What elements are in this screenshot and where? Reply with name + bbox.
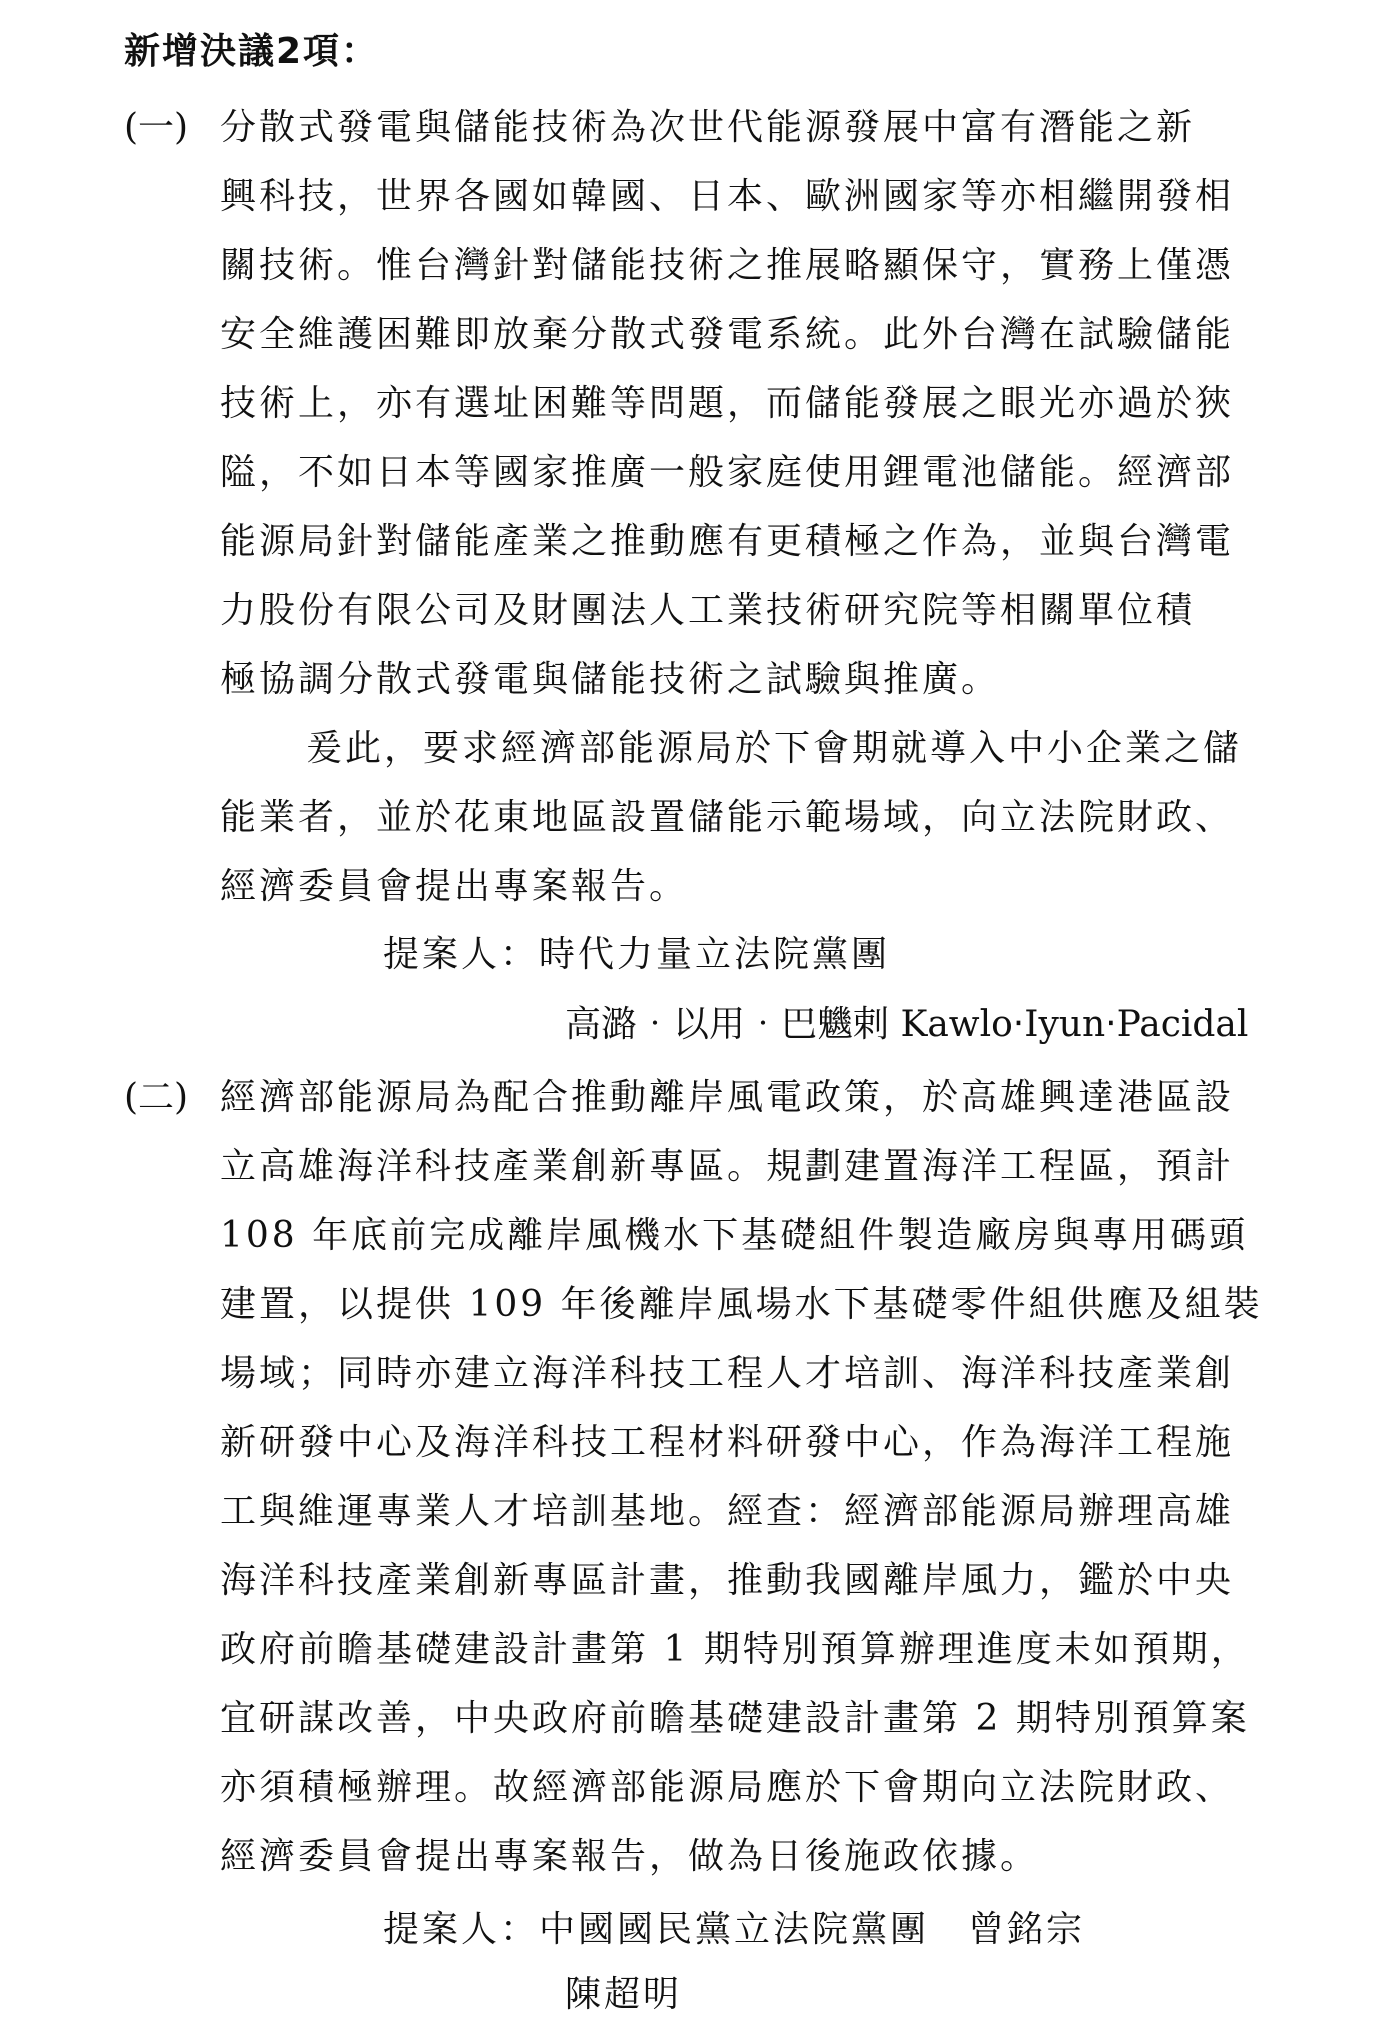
text-line: 新研發中心及海洋科技工程材料研發中心，作為海洋工程施 <box>220 1422 1235 1463</box>
resolution-1-proposer: 提案人：時代力量立法院黨團 <box>383 934 891 975</box>
text-line: 工與維運專業人才培訓基地。經查：經濟部能源局辦理高雄 <box>220 1491 1235 1532</box>
resolution-2-proposer-member: 陳超明 <box>565 1974 683 2015</box>
text-line: 隘，不如日本等國家推廣一般家庭使用鋰電池儲能。經濟部 <box>220 452 1235 493</box>
text-line: 建置，以提供 109 年後離岸風場水下基礎零件組供應及組裝 <box>220 1284 1263 1325</box>
text-line: 爰此，要求經濟部能源局於下會期就導入中小企業之儲 <box>306 728 1243 769</box>
text-line: 場域；同時亦建立海洋科技工程人才培訓、海洋科技產業創 <box>220 1353 1235 1394</box>
text-line: 關技術。惟台灣針對儲能技術之推展略顯保守，實務上僅憑 <box>220 245 1235 286</box>
text-line: 安全維護困難即放棄分散式發電系統。此外台灣在試驗儲能 <box>220 314 1235 355</box>
text-line: 分散式發電與儲能技術為次世代能源發展中富有潛能之新 <box>220 107 1196 148</box>
resolution-1-marker: (一) <box>124 107 189 148</box>
resolution-1-proposer-member: 高潞‧以用‧巴魕剌 Kawlo‧Iyun‧Pacidal <box>565 1004 1249 1045</box>
text-line: 能源局針對儲能產業之推動應有更積極之作為，並與台灣電 <box>220 521 1235 562</box>
resolution-2-proposer: 提案人：中國國民黨立法院黨團 曾銘宗 <box>383 1909 1086 1950</box>
document-heading: 新增決議2項： <box>124 31 380 72</box>
text-line: 興科技，世界各國如韓國、日本、歐洲國家等亦相繼開發相 <box>220 176 1235 217</box>
text-line: 技術上，亦有選址困難等問題，而儲能發展之眼光亦過於狹 <box>220 383 1235 424</box>
text-line: 力股份有限公司及財團法人工業技術研究院等相關單位積 <box>220 590 1196 631</box>
resolution-2-marker: (二) <box>124 1077 189 1118</box>
resolution-1 <box>124 93 1369 921</box>
text-line: 宜研謀改善，中央政府前瞻基礎建設計畫第 2 期特別預算案 <box>220 1698 1250 1739</box>
text-line: 亦須積極辦理。故經濟部能源局應於下會期向立法院財政、 <box>220 1767 1235 1808</box>
resolution-2 <box>124 1063 1369 1891</box>
resolution-2-text <box>220 1063 1369 1891</box>
text-line: 政府前瞻基礎建設計畫第 1 期特別預算辦理進度未如預期， <box>220 1629 1250 1670</box>
text-line: 海洋科技產業創新專區計畫，推動我國離岸風力，鑑於中央 <box>220 1560 1235 1601</box>
text-line: 立高雄海洋科技產業創新專區。規劃建置海洋工程區，預計 <box>220 1146 1235 1187</box>
text-line: 極協調分散式發電與儲能技術之試驗與推廣。 <box>220 659 1001 700</box>
text-line: 經濟委員會提出專案報告。 <box>220 866 689 907</box>
resolution-1-text <box>220 93 1369 921</box>
text-line: 經濟部能源局為配合推動離岸風電政策，於高雄興達港區設 <box>220 1077 1235 1118</box>
text-line: 能業者，並於花東地區設置儲能示範場域，向立法院財政、 <box>220 797 1235 838</box>
text-line: 108 年底前完成離岸風機水下基礎組件製造廠房與專用碼頭 <box>220 1215 1249 1256</box>
text-line: 經濟委員會提出專案報告，做為日後施政依據。 <box>220 1836 1040 1877</box>
